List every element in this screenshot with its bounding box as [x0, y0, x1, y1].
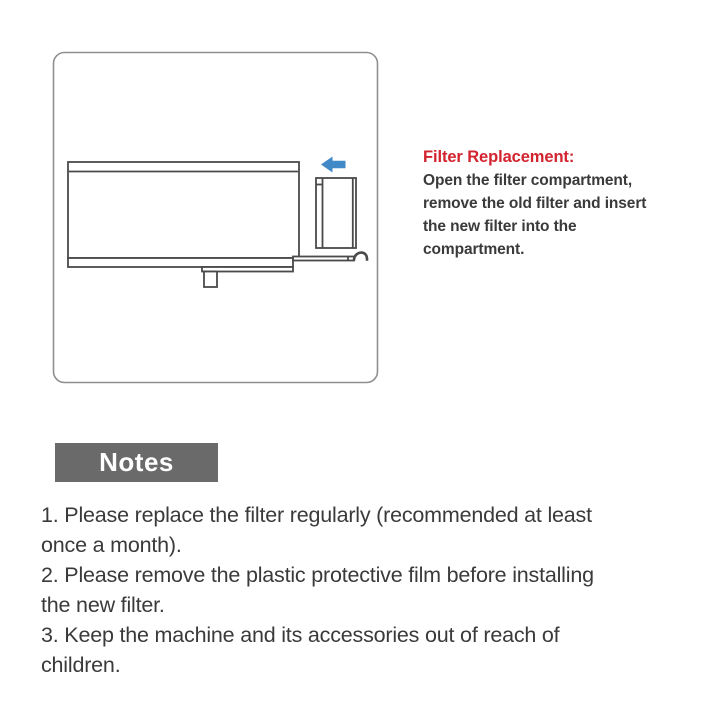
caption-line: compartment. [423, 241, 525, 258]
caption-line: remove the old filter and insert [423, 195, 647, 212]
note-item-2-line-2: the new filter. [41, 593, 165, 617]
note-item-2-line-1: 2. Please remove the plastic protective film before installing [41, 563, 594, 587]
filter-replacement-diagram [0, 0, 400, 400]
machine-base [68, 258, 293, 267]
notes-list [41, 500, 701, 680]
note-item-1-line-2: once a month). [41, 533, 182, 557]
filter-rail [293, 257, 354, 261]
caption-line: Open the filter compartment, [423, 172, 633, 189]
filter-replacement-caption [423, 146, 683, 261]
caption-title: Filter Replacement: [423, 148, 575, 166]
machine-body [68, 162, 299, 258]
machine-foot [204, 272, 217, 288]
caption-line: the new filter into the [423, 218, 577, 235]
note-item-3-line-1: 3. Keep the machine and its accessories out of reach of [41, 623, 560, 647]
note-item-1-line-1: 1. Please replace the filter regularly (recommended at least [41, 503, 592, 527]
notes-header: Notes [55, 443, 218, 482]
note-item-3-line-2: children. [41, 653, 121, 677]
